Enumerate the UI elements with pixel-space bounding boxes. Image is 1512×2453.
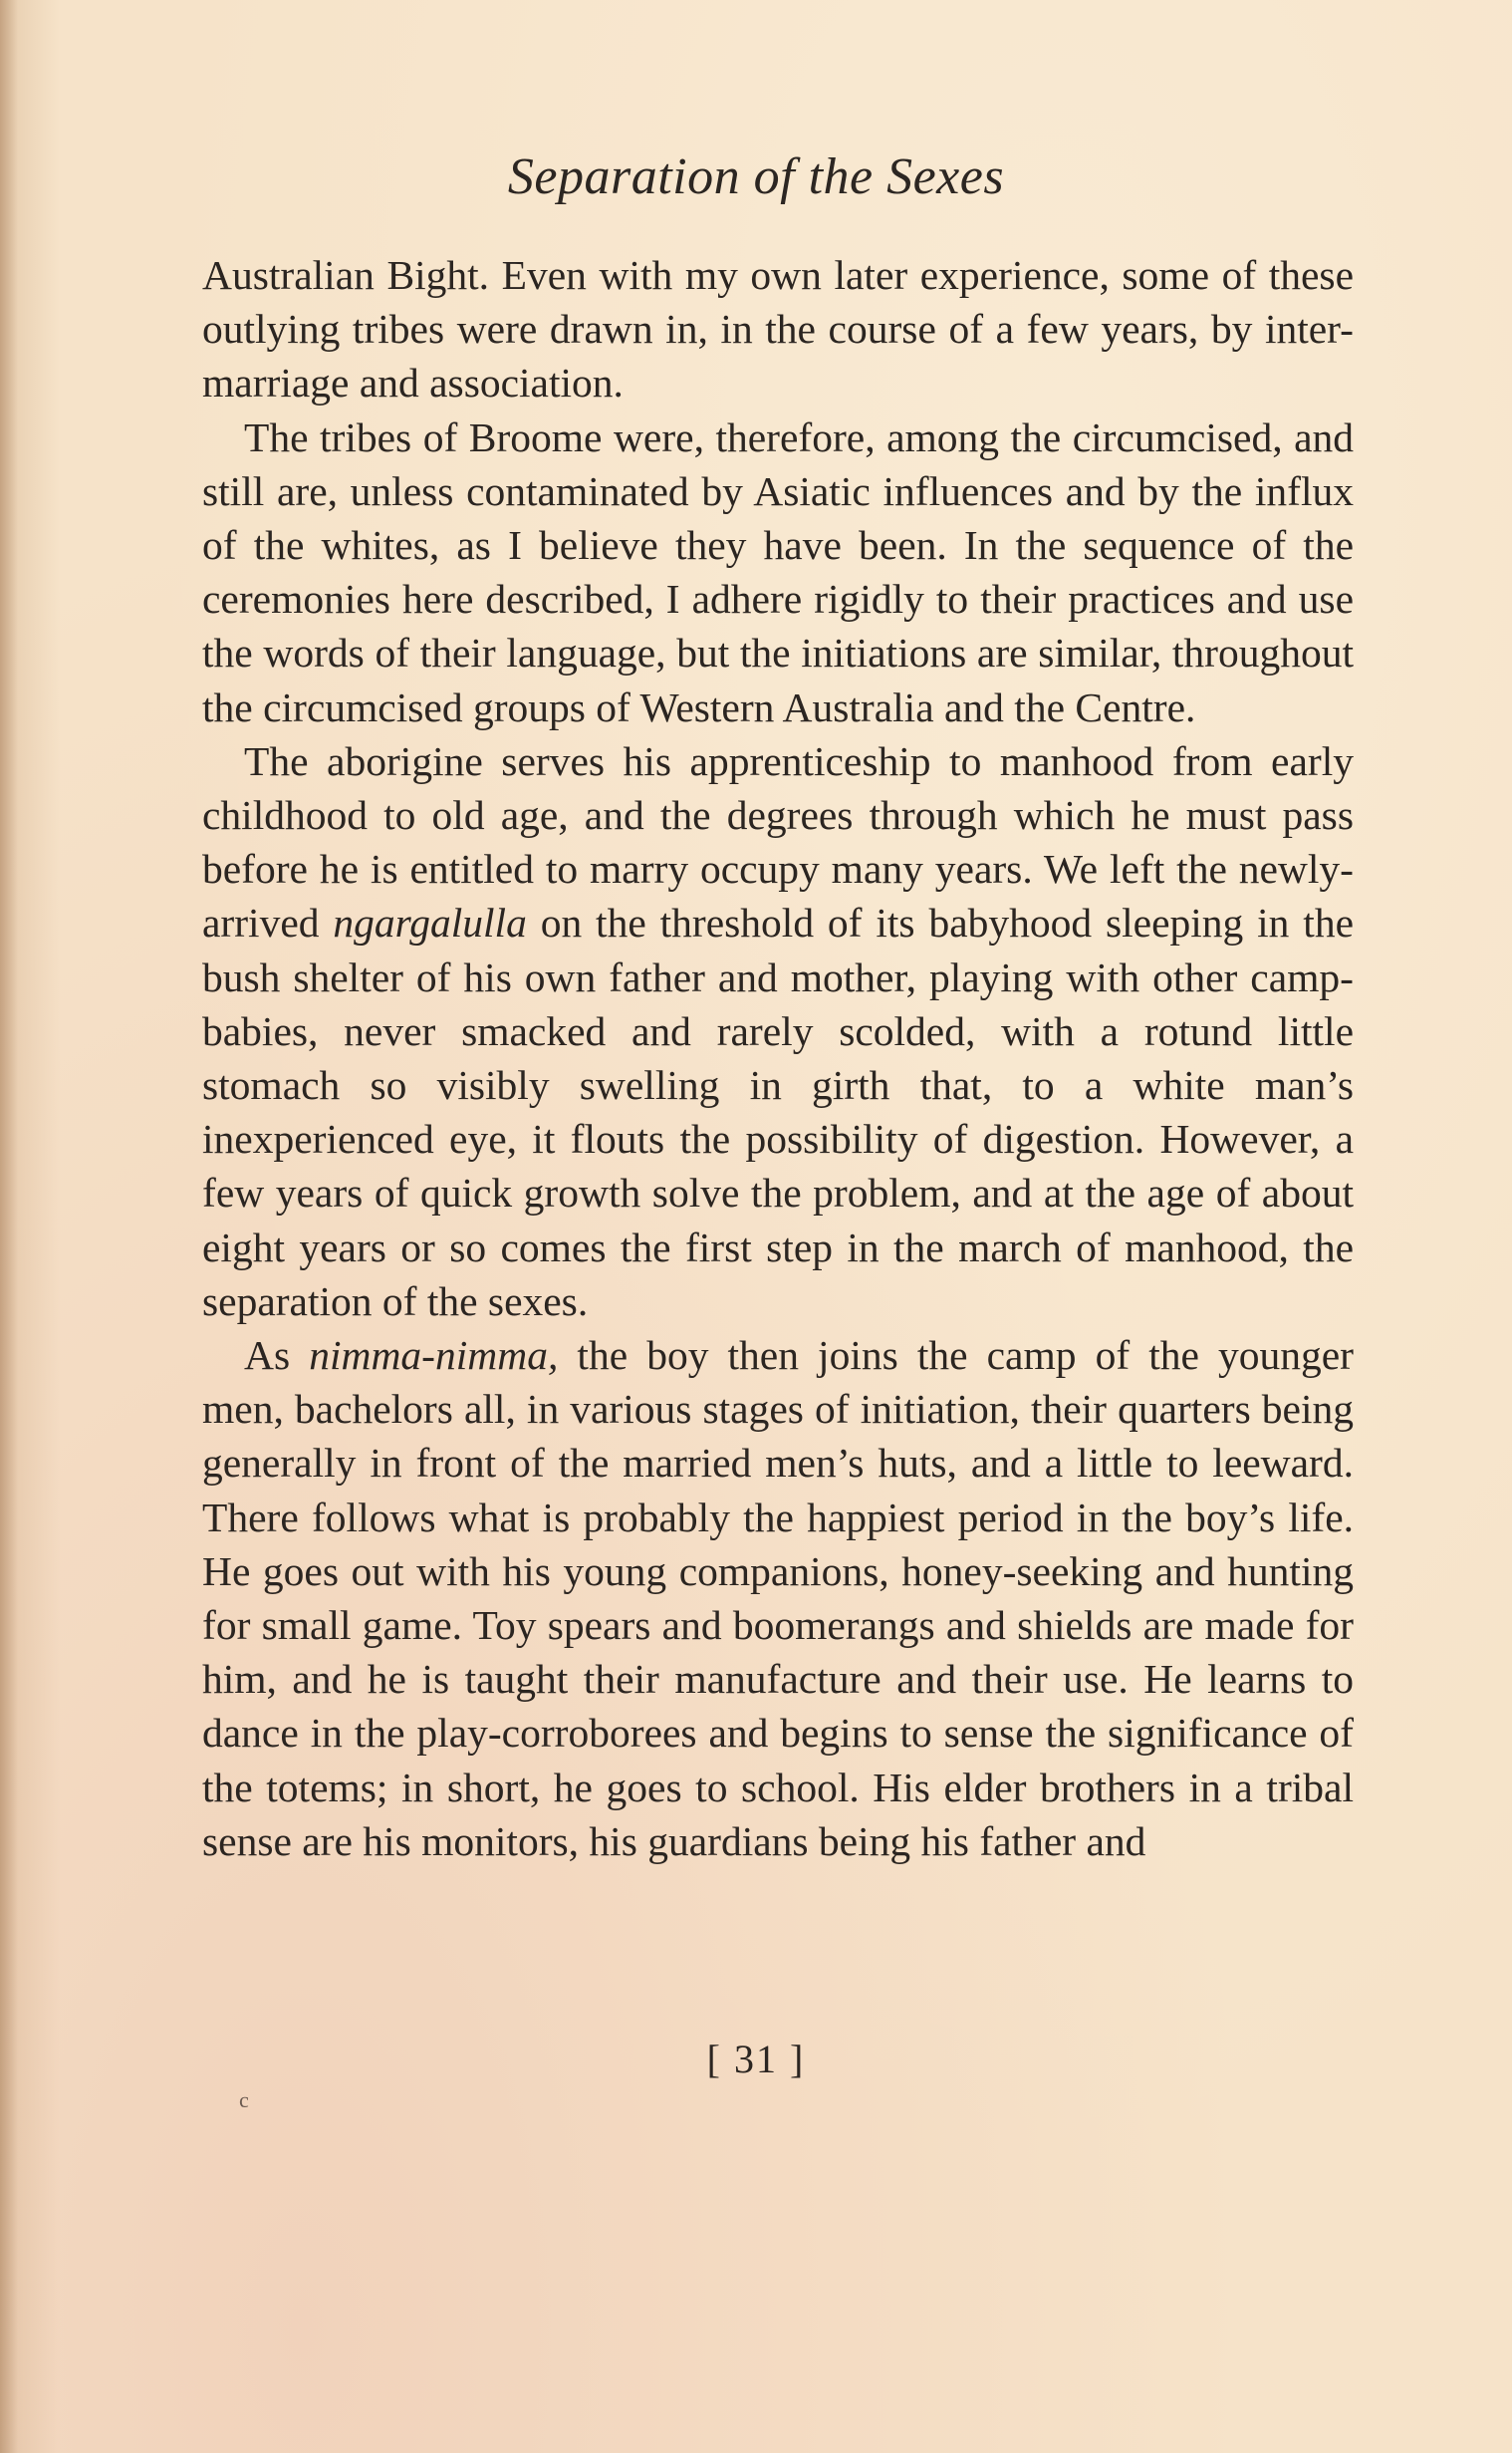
signature-mark: c (239, 2087, 249, 2112)
paragraph-3 (202, 734, 1354, 1328)
term-ngargalulla: ngargalulla (333, 900, 527, 947)
page-number: [ 31 ] (706, 2037, 806, 2081)
paragraph-1: Australian Bight. Even with my own later experience, some of these outlying tribes were drawn in, in the course of a few years, by inter-marriage and association. (202, 252, 1354, 407)
paragraph-3-part-a: The aborigine serves his apprenticeship to manhood from early childhood to old age, and the degrees through which he must pass before he is entitled to marry occupy many years. We left the newly-arrived (202, 737, 1354, 947)
paragraph-3-part-b: on the threshold of its babyhood sleeping in the bush shelter of his own father and mother, playing with other camp-babies, never smacked and rarely scolded, with a rotund little stomach so visibly swelling in girth that, to a white man’s inexperienced eye, it flouts the possibility of digestion. However, a few years of quick growth solve the problem, and at the age of about eight years or so comes the first step in the march of manhood, the separation of the sexes. (202, 900, 1354, 1324)
page-gutter-shadow (0, 0, 18, 2453)
paragraph-4 (202, 1328, 1354, 1868)
paragraph-2: The tribes of Broome were, therefore, among the circumcised, and still are, unless contaminated by Asiatic influences and by the influx of the whites, as I believe they have been. In the sequence of the ceremonies here described, I adhere rigidly to their practices and use the words of their language, but the initiations are similar, throughout the circumcised groups of Western Australia and the Centre. (202, 413, 1354, 730)
paragraph-4-part-a: As (244, 1332, 310, 1379)
running-head: Separation of the Sexes (507, 148, 1005, 205)
body-text (202, 248, 1354, 1868)
paragraph-4-part-b: the boy then joins the camp of the younger men, bachelors all, in various stages of initiation, their quarters being generally in front of the married men’s huts, and a little to leeward. There follows what is probably the happiest period in the boy’s life. He goes out with his young companions, honey-seeking and hunting for small game. Toy spears and boomerangs and shields are made for him, and he is taught their manufacture and their use. He learns to dance in the play-corroborees and begins to sense the significance of the totems; in short, he goes to school. His elder brothers in a tribal sense are his monitors, his guardians being his father and (202, 1332, 1354, 1864)
term-nimma-nimma: nimma-nimma, (309, 1332, 559, 1379)
